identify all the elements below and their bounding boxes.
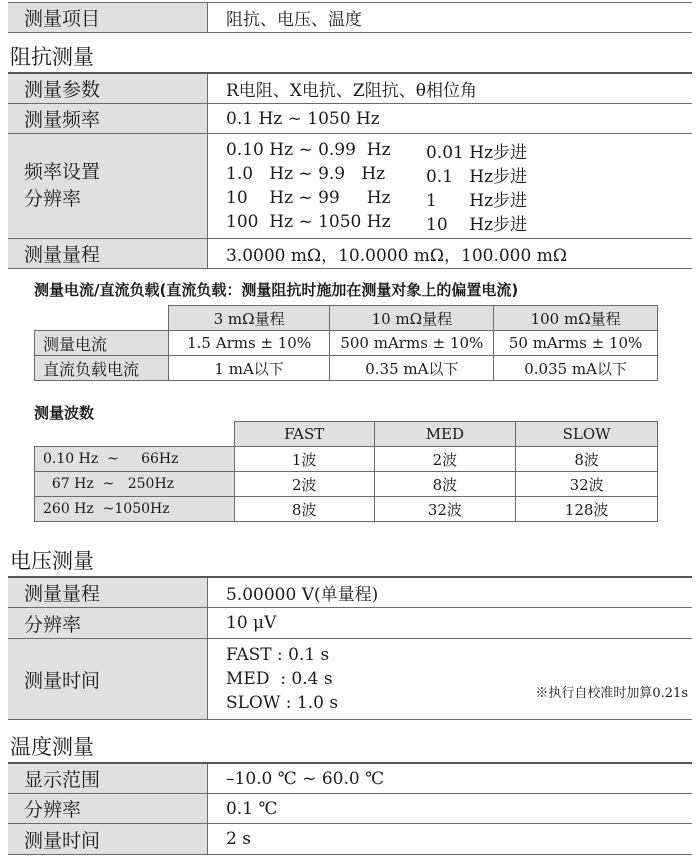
table-cell: 50 mArms ± 10%: [494, 331, 658, 356]
row-voltage-resolution: [8, 608, 692, 638]
row-label: 分辨率: [8, 794, 208, 823]
freq-range: 1.0 Hz ~ 9.9 Hz: [226, 164, 386, 184]
table-row: [35, 331, 658, 356]
label-line: 分辨率: [24, 188, 82, 210]
row-header: 测量电流: [35, 331, 169, 356]
row-value: 阻抗、电压、温度: [226, 10, 362, 30]
table-header-row: [35, 306, 658, 331]
table-header: 10 mΩ量程: [330, 306, 494, 331]
row-label: 测量量程: [8, 578, 208, 607]
table-row: [35, 472, 658, 497]
table-cell: 8波: [374, 472, 516, 497]
table-cell: 1.5 Arms ± 10%: [168, 331, 330, 356]
row-value: R电阻、X电抗、Z阻抗、θ相位角: [226, 81, 477, 101]
table-cell: 8波: [516, 447, 658, 472]
row-voltage-range: [8, 578, 692, 607]
row-voltage-time: [8, 639, 692, 719]
table-cell: 0.35 mA以下: [330, 356, 494, 381]
row-label: 测量参数: [8, 74, 208, 103]
freq-range: 0.10 Hz ~ 0.99 Hz: [226, 140, 391, 160]
row-label: [8, 134, 208, 238]
row-temp-resolution: [8, 794, 692, 823]
row-label: 测量频率: [8, 104, 208, 133]
row-frequency-resolution: [8, 134, 692, 238]
freq-range: 100 Hz ~ 1050 Hz: [226, 212, 391, 232]
row-label: 显示范围: [8, 764, 208, 793]
table-cell: 8波: [234, 497, 374, 522]
resolution-line: [226, 210, 527, 234]
section-title-temperature: 温度测量: [10, 735, 94, 759]
resolution-list: [208, 134, 692, 238]
table-corner: [35, 422, 235, 447]
table-cell: 1 mA以下: [168, 356, 330, 381]
row-value: 5.00000 V(单量程): [226, 585, 379, 605]
label-line: 频率设置: [24, 161, 101, 183]
row-value: 2 s: [226, 829, 251, 849]
row-label: 分辨率: [8, 608, 208, 638]
row-value: 0.1 ℃: [226, 798, 278, 819]
table-header-row: [35, 422, 658, 447]
table-cell: 1波: [234, 447, 374, 472]
table-header: SLOW: [516, 422, 658, 447]
freq-step: 0.01 Hz步进: [426, 142, 528, 163]
row-measurement-items: [8, 3, 692, 32]
row-temp-display: [8, 764, 692, 793]
table-header: MED: [374, 422, 516, 447]
table-cell: 32波: [374, 497, 516, 522]
table-row: [35, 447, 658, 472]
row-header: 260 Hz ~1050Hz: [35, 497, 235, 522]
table-cell: 2波: [374, 447, 516, 472]
table-cell: 500 mArms ± 10%: [330, 331, 494, 356]
table-cell: 0.035 mA以下: [494, 356, 658, 381]
row-range: [8, 239, 692, 268]
table-header: 100 mΩ量程: [494, 306, 658, 331]
table-cell: 128波: [516, 497, 658, 522]
time-line: MED : 0.4 s: [226, 669, 333, 689]
freq-step: 10 Hz步进: [426, 214, 528, 235]
resolution-line: [226, 186, 527, 210]
current-table: [34, 305, 658, 381]
row-frequency: [8, 104, 692, 133]
table-row: [35, 497, 658, 522]
row-value: 3.0000 mΩ，10.0000 mΩ，100.000 mΩ: [226, 246, 567, 266]
time-list: [208, 639, 692, 719]
time-line: SLOW : 1.0 s: [226, 693, 339, 713]
row-value: 10 μV: [226, 613, 277, 633]
time-line: FAST : 0.1 s: [226, 645, 330, 665]
subtitle-waves: 测量波数: [34, 404, 95, 422]
row-header: 67 Hz ~ 250Hz: [35, 472, 235, 497]
table-corner: [35, 306, 169, 331]
table-cell: 32波: [516, 472, 658, 497]
subtitle-current: 测量电流/直流负载(直流负载：测量阻抗时施加在测量对象上的偏置电流): [34, 281, 519, 299]
row-params: [8, 74, 692, 103]
section-title-impedance: 阻抗测量: [10, 45, 94, 69]
freq-range: 10 Hz ~ 99 Hz: [226, 188, 391, 208]
row-value: 0.1 Hz ~ 1050 Hz: [226, 108, 380, 129]
waves-table: [34, 421, 658, 522]
freq-step: 1 Hz步进: [426, 190, 528, 211]
section-title-voltage: 电压测量: [10, 549, 94, 573]
table-header: FAST: [234, 422, 374, 447]
row-label: 测量量程: [8, 239, 208, 268]
freq-step: 0.1 Hz步进: [426, 166, 528, 187]
resolution-line: [226, 138, 527, 162]
table-cell: 2波: [234, 472, 374, 497]
row-temp-time: [8, 824, 692, 854]
row-header: 0.10 Hz ~ 66Hz: [35, 447, 235, 472]
table-header: 3 mΩ量程: [168, 306, 330, 331]
row-value: –10.0 ℃ ~ 60.0 ℃: [226, 768, 385, 789]
row-label: 测量时间: [8, 639, 208, 719]
row-header: 直流负载电流: [35, 356, 169, 381]
row-label: 测量时间: [8, 824, 208, 854]
resolution-line: [226, 162, 527, 186]
row-label: 测量项目: [8, 3, 208, 32]
calibration-note: ※执行自校准时加算0.21s: [535, 686, 688, 701]
table-row: [35, 356, 658, 381]
